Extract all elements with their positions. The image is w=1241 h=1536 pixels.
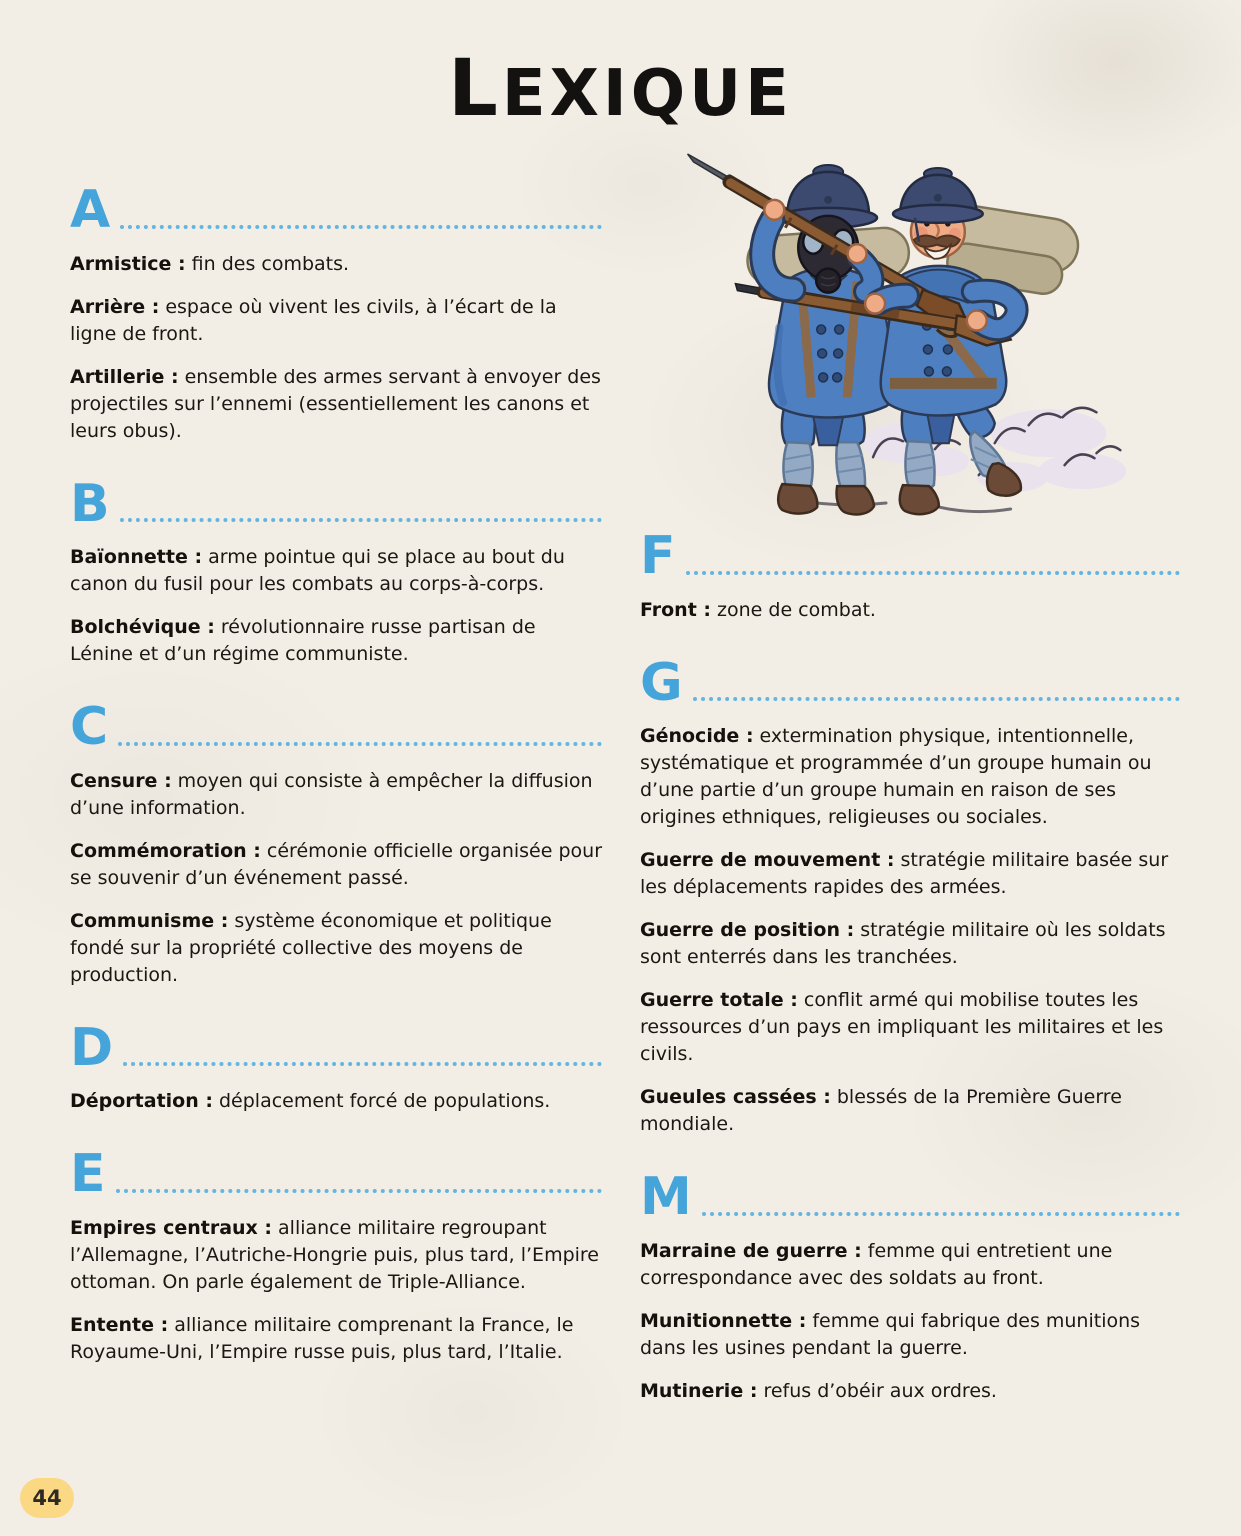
entry-term: Censure :	[70, 769, 172, 792]
section-g	[640, 652, 1180, 1138]
section-letter: A	[70, 180, 111, 240]
entry-definition: alliance militaire regroupant l’Allemagne, l’Autriche-Hongrie puis, plus tard, l’Empire ottoman. On parle également de Triple-Alliance.	[70, 1217, 599, 1294]
entry-term: Arrière :	[70, 295, 160, 318]
lexicon-entry	[70, 768, 602, 822]
entry-definition: espace où vivent les civils, à l’écart de la ligne de front.	[70, 295, 557, 345]
entry-term: Guerre totale :	[640, 989, 798, 1012]
section-c	[70, 697, 603, 989]
section-d	[70, 1017, 602, 1116]
left-column	[70, 180, 603, 1403]
entry-term: Entente :	[70, 1314, 169, 1337]
lexicon-entry	[640, 1084, 1180, 1138]
entry-term: Guerre de mouvement :	[640, 849, 895, 872]
section-letter: G	[640, 652, 683, 713]
lexicon-entry	[640, 847, 1180, 901]
entry-definition: alliance militaire comprenant la France, le Royaume-Uni, l’Empire russe puis, plus tard, l’Italie.	[70, 1314, 574, 1364]
lexicon-entry	[70, 614, 602, 668]
lexicon-entry	[70, 838, 602, 892]
entry-term: Gueules cassées :	[640, 1086, 831, 1109]
lexicon-entry	[640, 987, 1180, 1068]
entry-definition: arme pointue qui se place au bout du canon du fusil pour les combats au corps-à-corps.	[70, 546, 565, 596]
section-e	[70, 1144, 602, 1366]
page-title: LEXIQUE	[448, 44, 793, 134]
entry-definition: femme qui fabrique des munitions dans les usines pendant la guerre.	[640, 1309, 1141, 1359]
section-b	[70, 473, 602, 669]
lexicon-entry	[70, 544, 602, 598]
entry-definition: cérémonie officielle organisée pour se souvenir d’un événement passé.	[70, 839, 603, 889]
section-header	[70, 1017, 602, 1078]
dotted-rule	[120, 225, 602, 229]
right-column	[640, 146, 1180, 1442]
lexicon-entry	[640, 1308, 1180, 1362]
entry-term: Munitionnette :	[640, 1309, 807, 1332]
section-header	[640, 1167, 1180, 1228]
entry-definition: déplacement forcé de populations.	[218, 1090, 551, 1113]
lexicon-entry	[640, 723, 1180, 831]
dotted-rule	[702, 1212, 1180, 1216]
section-header	[640, 652, 1180, 713]
dotted-rule	[693, 697, 1180, 701]
lexicon-entry	[70, 1312, 602, 1366]
lexicon-entry	[640, 1238, 1180, 1292]
section-header	[70, 473, 602, 534]
entry-definition: femme qui entretient une correspondance avec des soldats au front.	[640, 1239, 1113, 1289]
section-letter: B	[70, 473, 110, 534]
entry-term: Armistice :	[70, 252, 186, 275]
entry-definition: stratégie militaire où les soldats sont enterrés dans les tranchées.	[640, 919, 1166, 969]
entry-definition: refus d’obéir aux ordres.	[763, 1379, 997, 1402]
entry-definition: blessés de la Première Guerre mondiale.	[640, 1086, 1122, 1136]
lexicon-entry	[70, 364, 602, 445]
section-a	[70, 180, 602, 445]
page-number-badge	[20, 1478, 74, 1518]
entry-term: Génocide :	[640, 725, 754, 748]
entry-definition: moyen qui consiste à empêcher la diffusion d’une information.	[70, 769, 593, 819]
section-header	[640, 526, 1180, 586]
entry-term: Communisme :	[70, 909, 229, 932]
entry-term: Baïonnette :	[70, 546, 203, 569]
entry-term: Commémoration :	[70, 839, 261, 862]
section-letter: M	[640, 1167, 692, 1228]
dotted-rule	[120, 518, 602, 522]
entry-term: Front :	[640, 598, 712, 621]
section-letter: F	[640, 526, 676, 586]
section-letter: D	[70, 1017, 114, 1078]
lexicon-entry	[640, 1378, 1180, 1405]
entry-definition: révolutionnaire russe partisan de Lénine et d’un régime communiste.	[70, 616, 536, 666]
entry-definition: fin des combats.	[191, 252, 350, 275]
entry-definition: conflit armé qui mobilise toutes les ressources d’un pays en impliquant les militaires et les civils.	[640, 989, 1164, 1066]
lexicon-entry	[70, 294, 602, 348]
dotted-rule	[118, 742, 602, 746]
section-letter: C	[70, 697, 109, 758]
section-header	[70, 180, 602, 240]
lexicon-entry	[70, 251, 602, 278]
entry-definition: stratégie militaire basée sur les déplacements rapides des armées.	[640, 849, 1169, 899]
entry-term: Marraine de guerre :	[640, 1239, 862, 1262]
entry-term: Déportation :	[70, 1090, 213, 1113]
entry-term: Artillerie :	[70, 365, 179, 388]
section-header	[70, 1144, 602, 1205]
entry-definition: ensemble des armes servant à envoyer des projectiles sur l’ennemi (essentiellement les canons et leurs obus).	[70, 365, 601, 442]
lexicon-entry	[640, 597, 1180, 624]
entry-term: Mutinerie :	[640, 1379, 758, 1402]
entry-definition: système économique et politique fondé sur la propriété collective des moyens de production.	[70, 909, 552, 986]
entry-definition: extermination physique, intentionnelle, systématique et programmée d’un groupe humain ou d’une partie d’un groupe humain en raison de ses origines ethniques, religieuses ou sociales.	[640, 725, 1152, 829]
soldiers-illustration	[640, 146, 1142, 520]
entry-definition: zone de combat.	[717, 598, 876, 621]
lexicon-entry	[70, 1215, 602, 1296]
entry-term: Guerre de position :	[640, 919, 855, 942]
entry-term: Empires centraux :	[70, 1217, 273, 1240]
entry-term: Bolchévique :	[70, 616, 215, 639]
section-m	[640, 1167, 1180, 1405]
dotted-rule	[686, 571, 1180, 575]
page-number: 44	[32, 1486, 62, 1510]
lexicon-entry	[640, 917, 1180, 971]
lexicon-entry	[70, 908, 602, 989]
dotted-rule	[116, 1189, 602, 1193]
dotted-rule	[123, 1062, 602, 1066]
section-f	[640, 526, 1180, 624]
section-header	[70, 697, 602, 758]
section-letter: E	[70, 1144, 106, 1205]
lexicon-entry	[70, 1088, 602, 1115]
